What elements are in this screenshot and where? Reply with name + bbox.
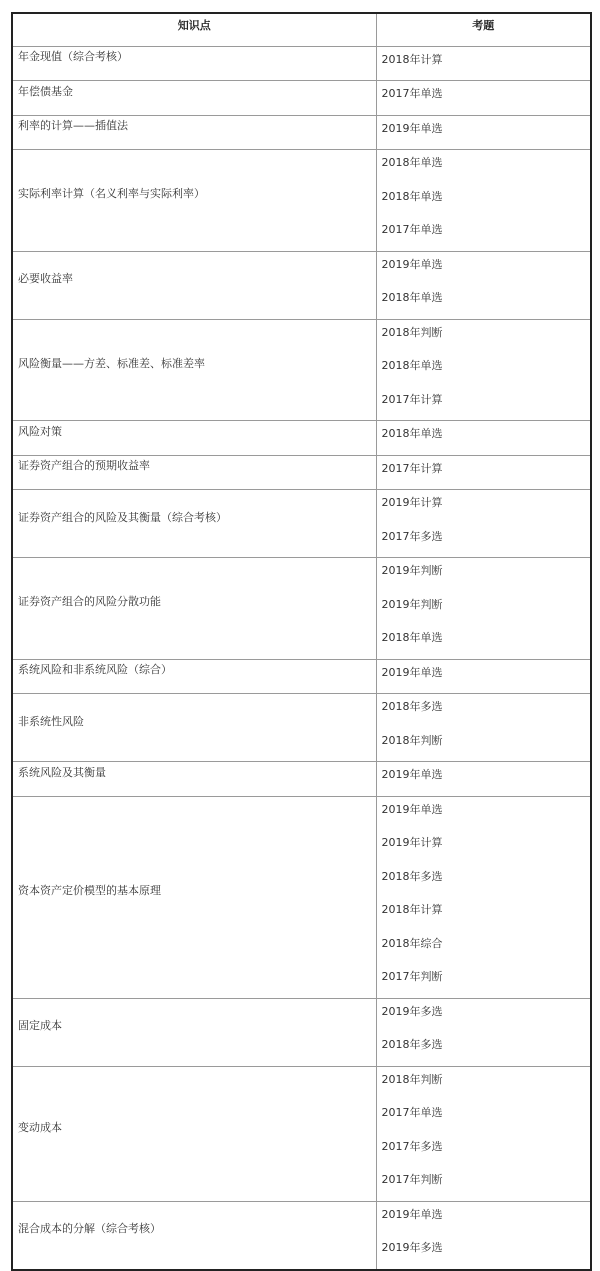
exams-cell: [376, 762, 590, 797]
exam-entry: 2017年计算: [381, 392, 443, 406]
table-body: [13, 46, 590, 1269]
table-row: [13, 490, 590, 558]
exam-entry: 2019年多选: [381, 1241, 443, 1254]
table-row: [13, 998, 590, 1066]
exams-cell: [376, 81, 590, 116]
topic-cell: 年偿债基金: [13, 81, 376, 116]
exams-cell: [376, 796, 590, 998]
topic-cell: 混合成本的分解（综合考核）: [13, 1201, 376, 1269]
exam-entry: 2018年多选: [381, 700, 443, 713]
exam-entry: 2019年多选: [381, 1004, 443, 1018]
exam-entry: 2019年单选: [381, 121, 443, 135]
exam-entry: 2018年综合: [381, 936, 443, 950]
header-topic: 知识点: [13, 14, 376, 46]
exams-cell: [376, 694, 590, 762]
exam-entry: 2018年单选: [381, 291, 443, 304]
exams-cell: [376, 998, 590, 1066]
exam-entry: 2018年判断: [381, 1072, 443, 1086]
topic-cell: 风险对策: [13, 421, 376, 456]
exams-cell: [376, 251, 590, 319]
exams-cell: [376, 115, 590, 150]
table-row: [13, 319, 590, 421]
exam-entry: 2019年判断: [381, 597, 443, 611]
topic-cell: 资本资产定价模型的基本原理: [13, 796, 376, 998]
topic-cell: 年金现值（综合考核）: [13, 46, 376, 81]
exams-cell: [376, 421, 590, 456]
table-row: [13, 455, 590, 490]
exam-entry: 2018年单选: [381, 359, 443, 372]
table-row: [13, 762, 590, 797]
table-header-row: [13, 14, 590, 46]
knowledge-exam-table: [11, 12, 592, 1271]
topic-cell: 非系统性风险: [13, 694, 376, 762]
exam-entry: 2018年判断: [381, 733, 443, 747]
exam-entry: 2018年判断: [381, 325, 443, 339]
exam-entry: 2019年单选: [381, 802, 443, 816]
exam-entry: 2019年单选: [381, 665, 443, 679]
topic-cell: 实际利率计算（名义利率与实际利率）: [13, 150, 376, 252]
exam-entry: 2017年计算: [381, 461, 443, 475]
exam-entry: 2019年计算: [381, 836, 443, 849]
table-row: [13, 659, 590, 694]
table-row: [13, 421, 590, 456]
exam-entry: 2019年单选: [381, 257, 443, 271]
topic-cell: 变动成本: [13, 1066, 376, 1201]
exam-entry: 2019年单选: [381, 1207, 443, 1221]
exam-entry: 2018年单选: [381, 189, 443, 203]
exam-entry: 2018年计算: [381, 52, 443, 66]
topic-cell: 系统风险和非系统风险（综合）: [13, 659, 376, 694]
topic-cell: 证券资产组合的风险及其衡量（综合考核）: [13, 490, 376, 558]
exam-entry: 2019年计算: [381, 496, 443, 509]
table-row: [13, 46, 590, 81]
table-row: [13, 115, 590, 150]
exam-entry: 2017年单选: [381, 87, 443, 100]
exam-entry: 2017年单选: [381, 223, 443, 236]
exam-entry: 2018年多选: [381, 1038, 443, 1051]
exams-cell: [376, 319, 590, 421]
topic-cell: 证券资产组合的预期收益率: [13, 455, 376, 490]
exam-entry: 2017年判断: [381, 970, 443, 983]
exams-cell: [376, 490, 590, 558]
exam-entry: 2019年判断: [381, 564, 443, 577]
table-row: [13, 796, 590, 998]
table-row: [13, 1066, 590, 1201]
table-row: [13, 558, 590, 660]
table-row: [13, 251, 590, 319]
topic-cell: 必要收益率: [13, 251, 376, 319]
topic-cell: 风险衡量——方差、标准差、标准差率: [13, 319, 376, 421]
topic-cell: 证券资产组合的风险分散功能: [13, 558, 376, 660]
exams-cell: [376, 1066, 590, 1201]
exam-entry: 2018年单选: [381, 631, 443, 644]
header-exams: 考题: [376, 14, 590, 46]
topic-cell: 利率的计算——插值法: [13, 115, 376, 150]
exams-cell: [376, 455, 590, 490]
exam-entry: 2017年多选: [381, 1139, 443, 1153]
exams-cell: [376, 558, 590, 660]
table-row: [13, 81, 590, 116]
exams-cell: [376, 659, 590, 694]
exam-entry: 2018年多选: [381, 869, 443, 883]
table-row: [13, 694, 590, 762]
exam-entry: 2017年多选: [381, 529, 443, 543]
exam-entry: 2018年单选: [381, 156, 443, 169]
exams-cell: [376, 1201, 590, 1269]
table-row: [13, 150, 590, 252]
table-row: [13, 1201, 590, 1269]
exam-entry: 2017年判断: [381, 1173, 443, 1186]
exam-entry: 2018年计算: [381, 903, 443, 916]
topic-cell: 系统风险及其衡量: [13, 762, 376, 797]
exams-cell: [376, 46, 590, 81]
exam-entry: 2018年单选: [381, 427, 443, 440]
exam-entry: 2017年单选: [381, 1106, 443, 1119]
exam-entry: 2019年单选: [381, 768, 443, 781]
exams-cell: [376, 150, 590, 252]
topic-cell: 固定成本: [13, 998, 376, 1066]
